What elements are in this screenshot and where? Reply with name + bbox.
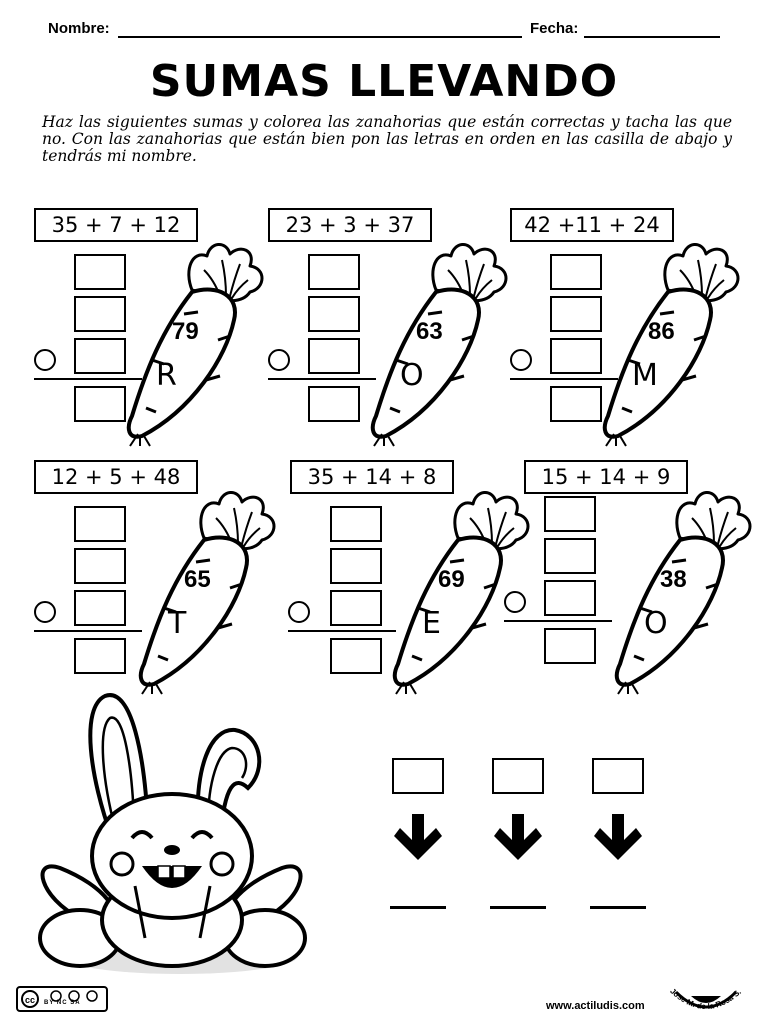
- name-label: Nombre:: [48, 20, 110, 37]
- arrow-down-icon: [492, 812, 544, 864]
- digit-box[interactable]: [330, 506, 382, 542]
- carrot-icon[interactable]: [122, 240, 272, 450]
- carrot-icon[interactable]: [366, 240, 516, 450]
- answer-line[interactable]: [590, 906, 646, 909]
- answer-letter-box[interactable]: [592, 758, 644, 794]
- carry-circle[interactable]: [510, 349, 532, 371]
- digit-box[interactable]: [308, 296, 360, 332]
- carrot-icon[interactable]: [598, 240, 748, 450]
- result-box[interactable]: [308, 386, 360, 422]
- digit-box[interactable]: [330, 590, 382, 626]
- carrot-letter: R: [156, 358, 177, 393]
- carrot-letter: O: [400, 358, 424, 393]
- carrot-number: 63: [416, 318, 443, 345]
- digit-box[interactable]: [550, 254, 602, 290]
- actiludis-logo: [656, 972, 756, 1022]
- instructions-text: Haz las siguientes sumas y colorea las zanahorias que están correctas y tacha las que no. Con las zanahorias que están bien pon las letras en orden en las casilla de abajo y tendrás mi nombre.: [42, 113, 732, 165]
- sum-expression: 15 + 14 + 9: [524, 460, 688, 494]
- result-box[interactable]: [550, 386, 602, 422]
- footer-author: Jose M. de la Rosa S.: [668, 986, 743, 1012]
- answer-letter-box[interactable]: [392, 758, 444, 794]
- carry-circle[interactable]: [34, 601, 56, 623]
- carry-circle[interactable]: [504, 591, 526, 613]
- carrot-letter: E: [422, 606, 441, 641]
- carrot-icon[interactable]: [610, 488, 760, 698]
- carrot-letter: O: [644, 606, 668, 641]
- digit-box[interactable]: [74, 338, 126, 374]
- answer-letter-box[interactable]: [492, 758, 544, 794]
- digit-box[interactable]: [550, 296, 602, 332]
- digit-box[interactable]: [550, 338, 602, 374]
- digit-box[interactable]: [330, 548, 382, 584]
- date-field[interactable]: [584, 22, 720, 38]
- name-field[interactable]: [118, 22, 522, 38]
- carry-circle[interactable]: [34, 349, 56, 371]
- sum-line: [504, 620, 612, 622]
- sum-expression: 35 + 7 + 12: [34, 208, 198, 242]
- result-box[interactable]: [544, 628, 596, 664]
- sum-expression: 42 +11 + 24: [510, 208, 674, 242]
- carrot-icon[interactable]: [134, 488, 284, 698]
- result-box[interactable]: [74, 386, 126, 422]
- sum-line: [34, 630, 142, 632]
- result-box[interactable]: [330, 638, 382, 674]
- answer-line[interactable]: [390, 906, 446, 909]
- svg-text:cc: cc: [24, 995, 36, 1005]
- digit-box[interactable]: [544, 538, 596, 574]
- sum-expression: 35 + 14 + 8: [290, 460, 454, 494]
- digit-box[interactable]: [544, 496, 596, 532]
- digit-box[interactable]: [74, 548, 126, 584]
- digit-box[interactable]: [74, 296, 126, 332]
- arrow-down-icon: [592, 812, 644, 864]
- bunny-illustration: [20, 688, 320, 988]
- carrot-letter: T: [168, 606, 187, 641]
- sum-line: [268, 378, 376, 380]
- digit-box[interactable]: [74, 590, 126, 626]
- carrot-number: 79: [172, 318, 199, 345]
- digit-box[interactable]: [308, 254, 360, 290]
- sum-expression: 12 + 5 + 48: [34, 460, 198, 494]
- digit-box[interactable]: [308, 338, 360, 374]
- footer-url[interactable]: www.actiludis.com: [546, 1000, 645, 1012]
- carrot-letter: M: [632, 358, 658, 393]
- carrot-number: 86: [648, 318, 675, 345]
- result-box[interactable]: [74, 638, 126, 674]
- carry-circle[interactable]: [288, 601, 310, 623]
- digit-box[interactable]: [544, 580, 596, 616]
- answer-line[interactable]: [490, 906, 546, 909]
- page-title: SUMAS LLEVANDO: [149, 56, 619, 107]
- carrot-number: 65: [184, 566, 211, 593]
- digit-box[interactable]: [74, 506, 126, 542]
- carry-circle[interactable]: [268, 349, 290, 371]
- sum-expression: 23 + 3 + 37: [268, 208, 432, 242]
- sum-line: [288, 630, 396, 632]
- cc-license-label: BY NC SA: [44, 1000, 81, 1006]
- carrot-number: 38: [660, 566, 687, 593]
- arrow-down-icon: [392, 812, 444, 864]
- cc-license-icon: [16, 986, 108, 1012]
- date-label: Fecha:: [530, 20, 579, 37]
- carrot-number: 69: [438, 566, 465, 593]
- digit-box[interactable]: [74, 254, 126, 290]
